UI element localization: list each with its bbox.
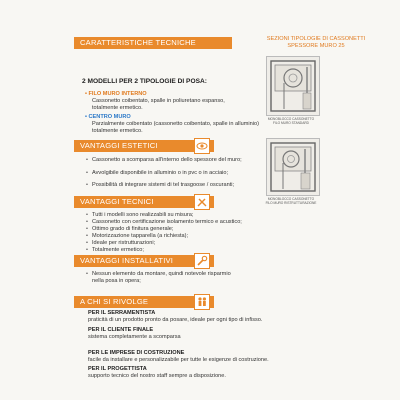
tecnici-item: • Ideale per ristrutturazioni; [92,240,155,247]
model1-line2: totalmente ermetico. [92,105,143,111]
target-group-text: sistema completamente a scomparsa [88,334,181,340]
figure2-caption-line1: MONOBLOCCO CASSONETTO [267,197,315,201]
tools-icon [194,194,210,210]
installativi-line2: nella posa in opera; [92,278,141,284]
target-group-text: supporto tecnico del nostro staff sempre a disposizione. [88,373,226,379]
roller-shutter-section-drawing [267,57,319,115]
section-figure-standard [266,56,320,116]
model2-line2: totalmente ermetico. [92,128,143,134]
tecnici-item: • Cassonetto con certificazione isolamento termico e acustico; [92,219,242,226]
sections-title-line2: SPESSORE MURO 25 [287,42,345,49]
section-bar-caratteristiche [74,37,232,49]
sections-title-line1: SEZIONI TIPOLOGIE DI CASSONETTI [266,36,366,42]
vantaggi-tecnici-title: VANTAGGI TECNICI [80,197,154,206]
model1-line1: Cassonetto coibentato, spalle in poliuretano espanso, [92,98,225,104]
section-bar-vantaggi-installativi [74,255,214,267]
target-group-title: PER IL PROGETTISTA [88,366,147,372]
estetici-item: • Cassonetto a scomparsa all'interno dello spessore del muro; [92,157,242,164]
tecnici-item: • Ottimo grado di finitura generale; [92,226,173,233]
people-icon [194,294,210,310]
vantaggi-estetici-title: VANTAGGI ESTETICI [80,141,158,150]
estetici-item: • Avvolgibile disponibile in alluminio o in pvc o in acciaio; [92,170,228,177]
target-group-title: PER IL SERRAMENTISTA [88,310,156,316]
section-bar-a-chi-si-rivolge [74,296,214,308]
estetici-item: • Possibilità di integrare sistemi di tel trasgoose / oscuranti; [92,182,234,189]
vantaggi-installativi-title: VANTAGGI INSTALLATIVI [80,256,174,265]
figure1-caption [256,117,326,125]
sections-title [256,36,376,49]
figure2-caption-line2: FILO MURO RISTRUTTURAZIONE [265,201,317,205]
installativi-line1: • Nessun elemento da montare, quindi notevole risparmio [92,271,231,278]
target-group-title: PER IL CLIENTE FINALE [88,327,154,333]
tecnici-item: • Totalmente ermetico; [92,247,144,254]
figure2-caption [256,197,326,205]
tecnici-item: • Motorizzazione tapparella (a richiesta); [92,233,188,240]
roller-shutter-section-drawing [267,139,319,195]
section-bar-vantaggi-estetici [74,140,214,152]
section-bar-vantaggi-tecnici [74,196,214,208]
a-chi-title: A CHI SI RIVOLGE [80,297,149,306]
model2-title: • CENTRO MURO [85,114,131,120]
figure1-caption-line2: FILO MURO STANDARD [273,121,309,125]
target-group-text: facile da installare e personalizzabile per tutte le esigenze di costruzione. [88,357,269,363]
model1-title: • FILO MURO INTERNO [85,91,147,97]
section-figure-ristrutturazione [266,138,320,196]
tecnici-item: • Tutti i modelli sono realizzabili su misura; [92,212,193,219]
wrench-icon [194,253,210,269]
target-group-title: PER LE IMPRESE DI COSTRUZIONE [88,350,185,356]
target-group-text: praticità di un prodotto pronto da posare, ideale per ogni tipo di infisso. [88,317,263,323]
model2-line1: Parzialmente coibentato (cassonetto coibentato, spalle in alluminio) [92,121,259,127]
section-title: CARATTERISTICHE TECNICHE [80,38,196,47]
eye-icon [194,138,210,154]
models-heading: 2 MODELLI PER 2 TIPOLOGIE DI POSA: [82,78,207,85]
figure1-caption-line1: MONOBLOCCO CASSONETTO [267,117,315,121]
